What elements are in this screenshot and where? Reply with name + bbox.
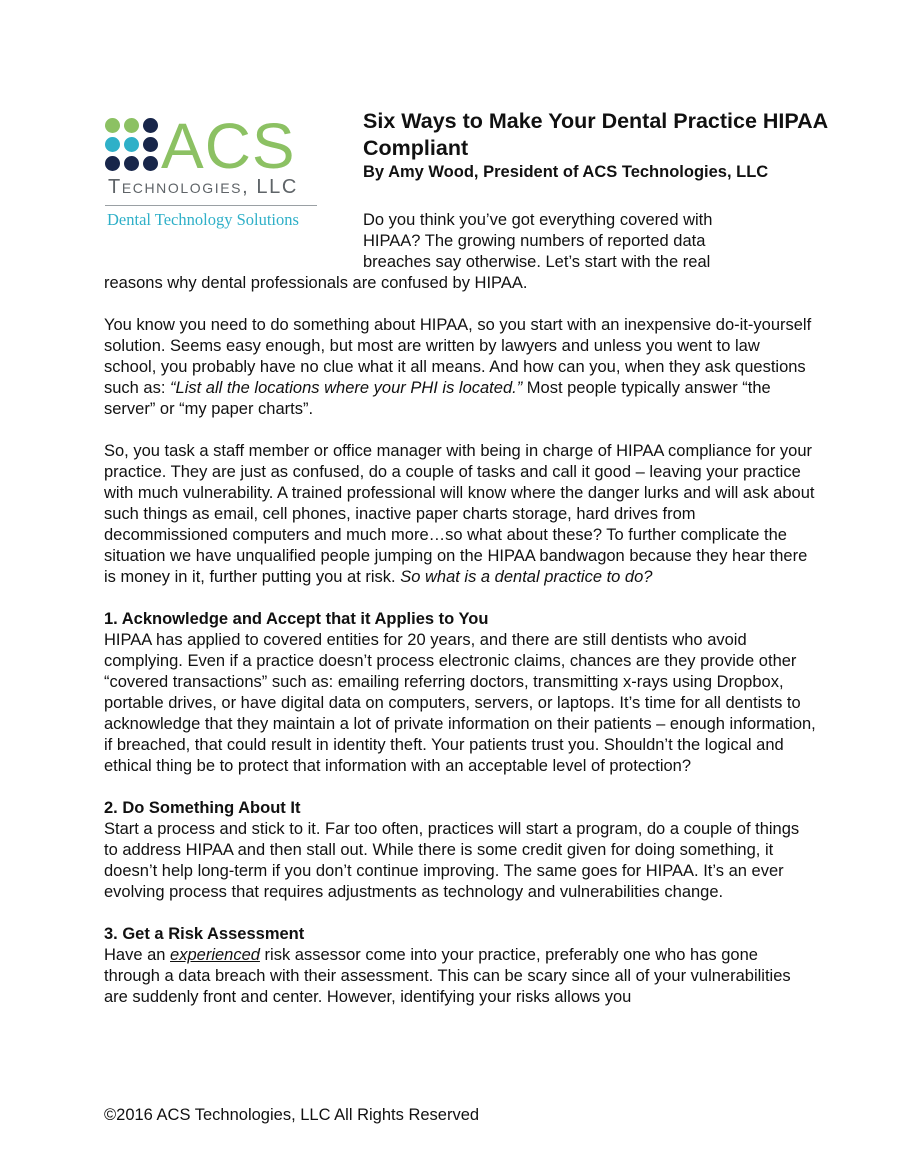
emphasized-word: experienced	[170, 946, 260, 964]
section-heading: 3. Get a Risk Assessment	[104, 925, 305, 943]
article-body	[104, 315, 816, 1008]
intro-line: Do you think you’ve got everything covered with	[363, 211, 713, 229]
section-text: Start a process and stick to it. Far too often, practices will start a program, do a couple of things to address HIPAA and then stall out. While there is some credit given for doing something, it doesn’t help long-term if you don’t continue improving. The same goes for HIPAA. It’s an ever evolving process that requires adjustments as technology and vulnerabilities change.	[104, 820, 800, 901]
section-text: HIPAA has applied to covered entities for 20 years, and there are still dentists who avoid complying. Even if a practice doesn’t process electronic claims, chances are they provide other “covered transactions” such as: emailing referring doctors, transmitting x-rays using Dropbox, portable drives, or have digital data on computers, servers, or laptops. It’s time for all dentists to acknowledge that they maintain a lot of private information on their patients – enough information, if breached, that could result in identity theft. Your patients trust you. Shouldn’t the logical and ethical thing be to protect that information with an acceptable level of protection?	[104, 631, 816, 775]
section-text	[104, 945, 816, 1008]
section-text-part: risk assessor come into your practice, preferably one who has gone through a data breach with their assessment. This can be scary since all of your vulnerabilities are suddenly front and center. However, identifying your risks allows you	[104, 946, 791, 1006]
quoted-question: “List all the locations where your PHI is located.”	[170, 379, 523, 397]
logo-tagline: Dental Technology Solutions	[107, 210, 299, 229]
logo-brand: ACS	[161, 110, 296, 182]
logo-divider	[105, 205, 317, 206]
article-byline: By Amy Wood, President of ACS Technologies, LLC	[363, 163, 769, 181]
paragraph-diy	[104, 315, 816, 420]
article-title: Six Ways to Make Your Dental Practice HIPAA Compliant	[363, 109, 828, 160]
section-heading: 1. Acknowledge and Accept that it Applies to You	[104, 610, 489, 628]
section-heading: 2. Do Something About It	[104, 799, 301, 817]
intro-line: reasons why dental professionals are confused by HIPAA.	[104, 274, 528, 292]
section-text-part: Have an	[104, 946, 171, 964]
paragraph-staff	[104, 441, 816, 588]
dot-grid-icon	[105, 118, 159, 172]
intro-line: breaches say otherwise. Let’s start with the real	[363, 253, 711, 271]
intro-line: HIPAA? The growing numbers of reported data	[363, 232, 706, 250]
paragraph-text: You know you need to do something about HIPAA, so you start with an inexpensive do-it-yourself solution. Seems easy enough, but most are written by lawyers and unless you went to law school, you probably have no clue what it all means. And how can you, when they ask questions such as:	[104, 316, 812, 397]
paragraph-text: So, you task a staff member or office manager with being in charge of HIPAA compliance for your practice. They are just as confused, do a couple of tasks and call it good – leaving your practice with much vulnerability. A trained professional will know where the danger lurks and will ask about such things as email, cell phones, inactive paper charts storage, hard drives from decommissioned computers and much more…so what about these? To further complicate the situation we have unqualified people jumping on the HIPAA bandwagon because they hear there is money in it, further putting you at risk.	[104, 442, 815, 586]
logo-subbrand: Technologies, LLC	[108, 176, 298, 198]
paragraph-text: Most people typically answer “the server” or “my paper charts”.	[104, 379, 771, 418]
intro-paragraph	[363, 210, 783, 273]
company-logo	[105, 110, 330, 238]
closing-question: So what is a dental practice to do?	[400, 568, 653, 586]
copyright-footer: ©2016 ACS Technologies, LLC All Rights Reserved	[104, 1106, 480, 1124]
